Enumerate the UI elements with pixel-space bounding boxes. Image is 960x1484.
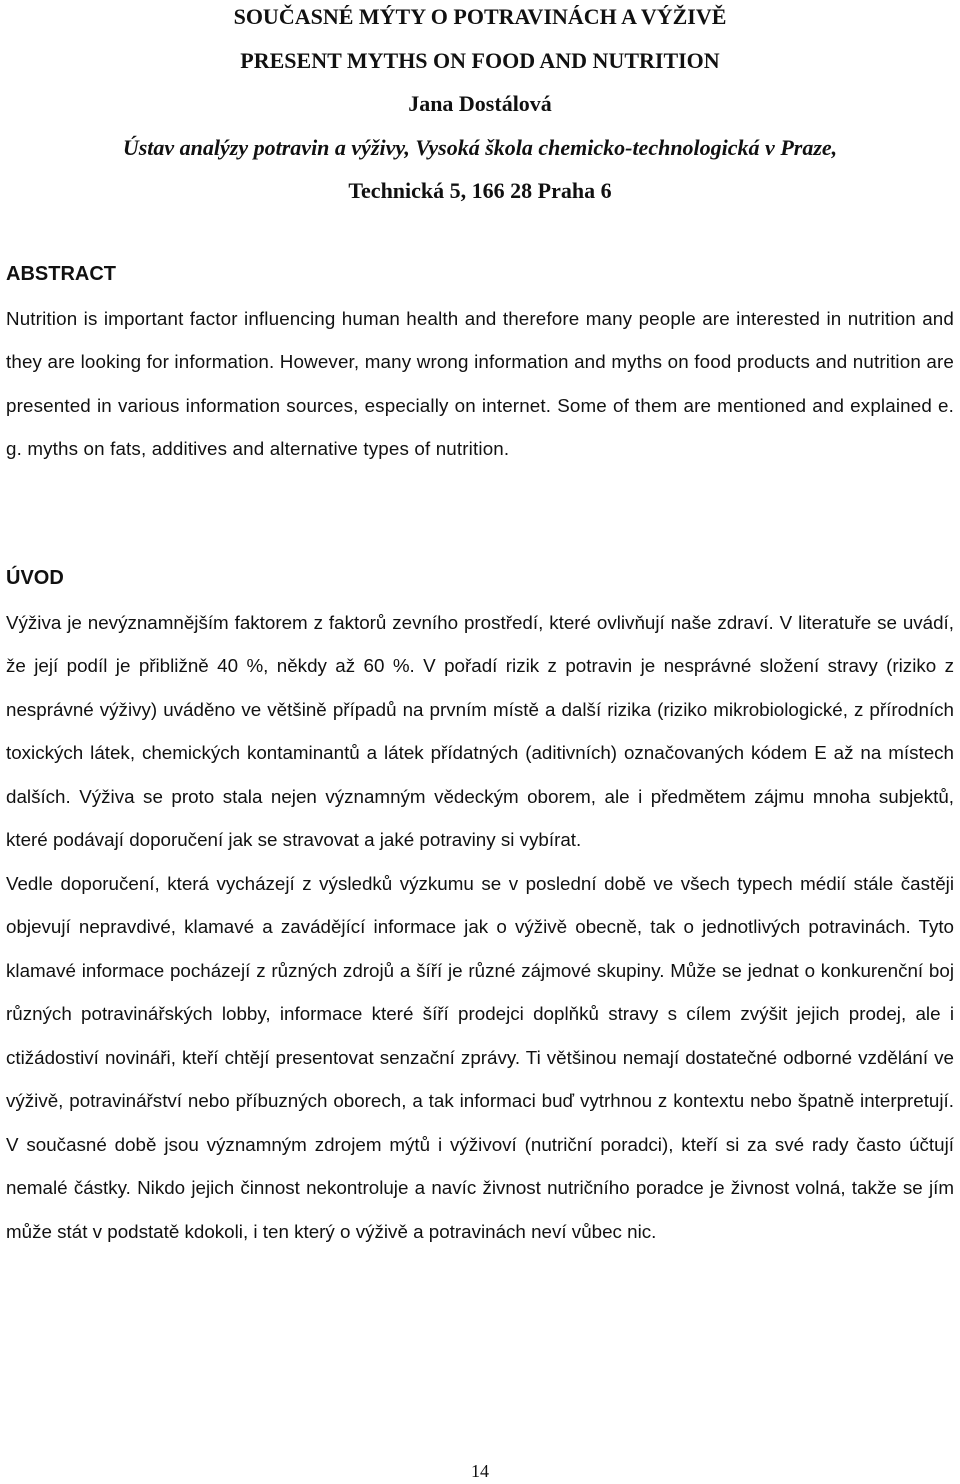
affiliation-line-1: Ústav analýzy potravin a výživy, Vysoká škola chemicko-technologická v Praze, bbox=[122, 134, 838, 160]
abstract-heading: ABSTRACT bbox=[6, 263, 116, 285]
introduction-heading: ÚVOD bbox=[6, 567, 64, 589]
paper-header bbox=[0, 0, 960, 213]
introduction-section bbox=[6, 557, 954, 1253]
introduction-paragraph-1: Výživa je nevýznamnějším faktorem z faktorů zevního prostředí, které ovlivňují naše zdraví. V literatuře se uvádí, že její podíl je přibližně 40 %, někdy až 60 %. V pořadí rizik z potravin je nesprávné složení stravy (riziko z nesprávné výživy) uváděno ve většině případů na prvním místě a další rizika (riziko mikrobiologické, z přírodních toxických látek, chemických kontaminantů a látek přídatných (aditivních) označovaných kódem E až na místech dalších. Výživa se proto stala nejen významným vědeckým oborem, ale i předmětem zájmu mnoha subjektů, které podávají doporučení jak se stravovat a jaké potraviny si vybírat. bbox=[6, 611, 954, 850]
affiliation-line-2: Technická 5, 166 28 Praha 6 bbox=[348, 178, 612, 203]
page-number: 14 bbox=[471, 1461, 489, 1481]
abstract-text: Nutrition is important factor influencing human health and therefore many people are interested in nutrition and they are looking for information. However, many wrong information and myths on food products and nutrition are presented in various information sources, especially on internet. Some of them are mentioned and explained e. g. myths on fats, additives and alternative types of nutrition. bbox=[6, 307, 954, 459]
paper-title-english: PRESENT MYTHS ON FOOD AND NUTRITION bbox=[240, 47, 720, 73]
author-name: Jana Dostálová bbox=[408, 91, 552, 116]
abstract-section bbox=[6, 253, 954, 471]
introduction-paragraph-2: Vedle doporučení, která vycházejí z výsledků výzkumu se v poslední době ve všech typech médií stále častěji objevují nepravdivé, klamavé a zavádějící informace jak o výživě obecně, tak o jednotlivých potravinách. Tyto klamavé informace pocházejí z různých zdrojů a šíří je různé zájmové skupiny. Může se jednat o konkurenční boj různých potravinářských lobby, informace které šíří prodejci doplňků stravy s cílem zvýšit jejich prodej, ale i ctižádostiví novináři, kteří chtějí presentovat senzační zprávy. Ti většinou nemají dostatečné odborné vzdělání ve výživě, potravinářství nebo příbuzných oborech, a tak informaci buď vytrhnou z kontextu nebo špatně interpretují. V současné době jsou významným zdrojem mýtů i výživoví (nutriční poradci), kteří si za své rady často účtují nemalé částky. Nikdo jejich činnost nekontroluje a navíc živnost nutričního poradce je živnost volná, takže se jím může stát v podstatě kdokoli, i ten který o výživě a potravinách neví vůbec nic. bbox=[6, 872, 954, 1242]
paper-title-czech: SOUČASNÉ MÝTY O POTRAVINÁCH A VÝŽIVĚ bbox=[233, 4, 727, 29]
